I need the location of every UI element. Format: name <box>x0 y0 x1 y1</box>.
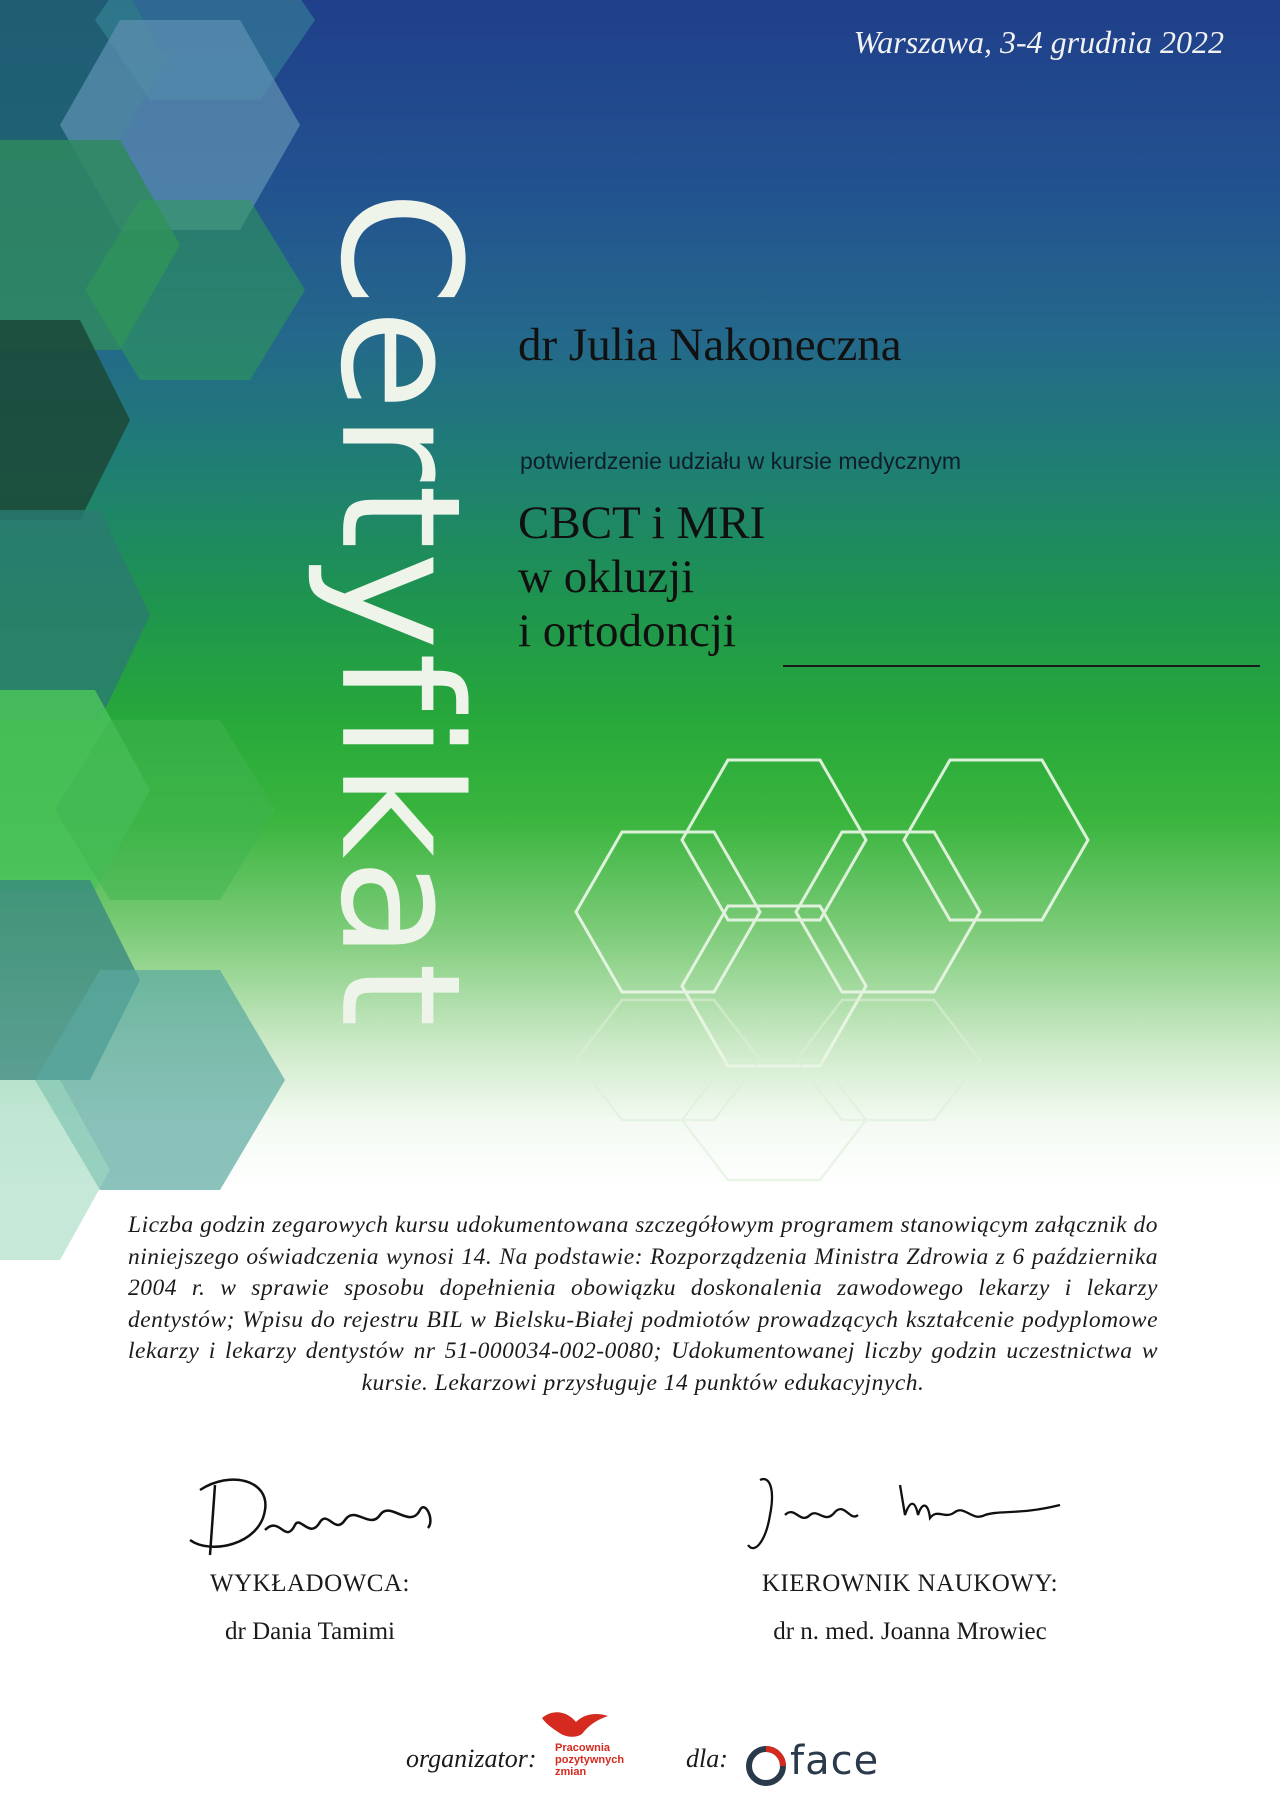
organizer-logo-line: Pracownia <box>555 1742 611 1754</box>
participation-confirmation: potwierdzenie udziału w kursie medycznym <box>520 448 962 474</box>
organizer-logo-line: pozytywnych <box>555 1754 625 1766</box>
scientific-head-signature-block <box>700 1460 1120 1646</box>
organizer-logo-line: zmian <box>555 1766 587 1778</box>
hex-outline <box>904 760 1088 920</box>
certificate-word: Certyfikat <box>304 190 497 1030</box>
issue-date: Warszawa, 3-4 grudnia 2022 <box>853 24 1224 60</box>
course-title <box>518 496 765 658</box>
lecturer-signature <box>170 1460 450 1560</box>
scientific-head-signature <box>740 1460 1080 1560</box>
hex-decoration <box>0 510 150 720</box>
lecturer-name: dr Dania Tamimi <box>225 1618 395 1645</box>
organizer-logo-text <box>555 1742 625 1778</box>
title-underline <box>783 665 1260 667</box>
organizer-label: organizator: <box>406 1744 537 1773</box>
face-logo-word: face <box>790 1738 880 1784</box>
scientific-head-role: KIEROWNIK NAUKOWY: <box>761 1570 1059 1597</box>
hex-outline <box>576 832 760 992</box>
course-title-line: i ortodoncji <box>518 605 736 657</box>
recipient-name: dr Julia Nakoneczna <box>518 319 902 371</box>
hex-reflection-group <box>576 1000 980 1180</box>
hex-outline-group <box>576 760 1088 1066</box>
for-label: dla: <box>686 1744 728 1773</box>
certificate-heading <box>304 140 497 1080</box>
course-title-line: w okluzji <box>518 551 695 603</box>
scientific-head-name: dr n. med. Joanna Mrowiec <box>773 1618 1047 1645</box>
lecturer-signature-block <box>160 1460 460 1646</box>
certificate-body-text: Liczba godzin zegarowych kursu udokumentowana szczegółowym programem stanowiącym załącznik do niniejszego oświadczenia wynosi 14. Na podstawie: Rozporządzenia Ministra Zdrowia z 6 października 2004 r. w sprawie sposobu dopełnienia obowiązku doskonalenia zawodowego lekarzy i lekarzy dentystów; Wpisu do rejestru BIL w Bielsku-Białej podmiotów prowadzących kształcenie podyplomowe lekarzy i lekarzy dentystów nr 51-000034-002-0080; Udokumentowanej liczby godzin uczestnictwa w kursie. Lekarzowi przysługuje 14 punktów edukacyjnych. <box>128 1212 1158 1396</box>
course-title-line: CBCT i MRI <box>518 497 766 549</box>
lecturer-role: WYKŁADOWCA: <box>210 1570 410 1597</box>
